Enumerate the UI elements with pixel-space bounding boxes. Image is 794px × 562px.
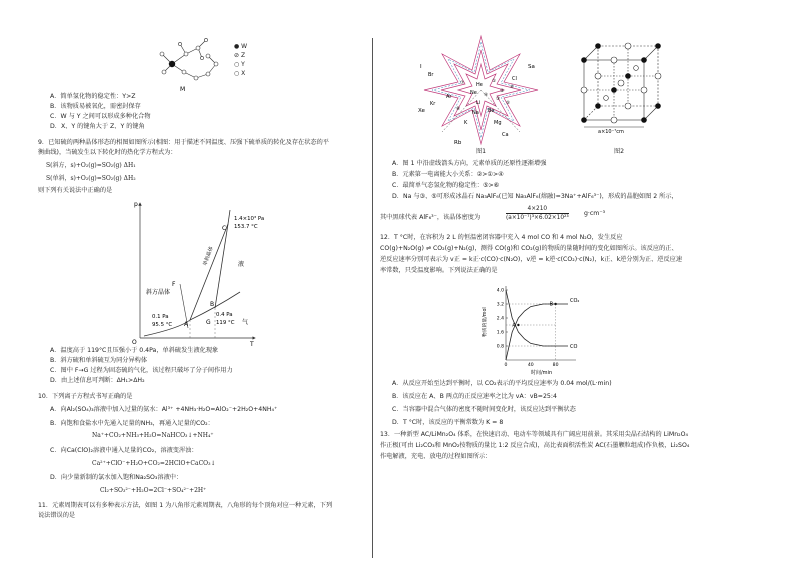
gas-region-label: 气 bbox=[242, 319, 249, 326]
q12-option-b: B．该反应在 A、B 两点的正反应速率之比为 vA：vB=25:4 bbox=[392, 393, 557, 400]
q11-stem-line2: 说法错误的是 bbox=[38, 512, 76, 519]
chart-series-label: CO bbox=[570, 344, 578, 350]
legend-x bbox=[234, 69, 247, 78]
legend-w bbox=[234, 42, 247, 51]
element-i: I bbox=[420, 64, 422, 70]
chart-series-line bbox=[506, 301, 568, 360]
q10-option-a: A．向Al₂(SO₄)₃溶液中加入过量的氨水：Al³⁺ +4NH₃·H₂O=AlO₂⁻+2H₂O+4NH₄⁺ bbox=[50, 406, 278, 413]
q10-option-d-line1: D．向少量新制的氯水加入饱和Na₂SO₃溶液中： bbox=[50, 474, 183, 481]
legend-name: Z bbox=[240, 52, 246, 59]
q9-option-b: B．斜方硫和单斜硫互为同分异构体 bbox=[50, 357, 148, 364]
origin-label: O bbox=[132, 339, 137, 346]
legend-symbol: ⊘ bbox=[234, 52, 240, 59]
element-kr: Kr bbox=[430, 101, 436, 107]
chart-point-label: B bbox=[549, 301, 554, 308]
mono-region-label: 单斜晶体 bbox=[202, 245, 215, 267]
q12-stem-line3: 逆反应速率分别可表示为 v正 = k正·c(CO)·c(N₂O)，v逆 = k逆·c(CO₂)·c(N₂)，k正、k逆分别为正、逆反应速 bbox=[380, 256, 683, 263]
c-temp-label: 153.7 °C bbox=[234, 224, 258, 230]
circled-3: ③ bbox=[496, 97, 501, 102]
chart-point-label: A bbox=[512, 322, 516, 329]
q12-stem-line1: 12．T °C时，在容积为 2 L 的恒温密闭容器中充入 4 mol CO 和 4 mol N₂O，发生反应 bbox=[380, 234, 623, 241]
chart-x-tick-label: 0 bbox=[504, 363, 508, 368]
chart-x-axis-label: 时间/min bbox=[531, 370, 553, 376]
circled-8: ⑧ bbox=[456, 107, 461, 112]
q9-option-c: C．图中 F→G 过程为固态硫的气化，该过程只破坏了分子间作用力 bbox=[50, 367, 233, 374]
q11-option-c: C．最简单气态氢化物的稳定性：⑤>⑥ bbox=[392, 182, 500, 189]
circled-6: ⑥ bbox=[510, 85, 515, 90]
q9-equation-1: S(斜方，s)+O₂(g)=SO₂(g) ΔH₁ bbox=[46, 162, 136, 169]
element-rb: Rb bbox=[454, 140, 462, 146]
figure-m-label: M bbox=[180, 86, 186, 93]
ortho-liquid-boundary bbox=[228, 210, 230, 224]
q12-stem-line4: 率常数，只受温度影响。下列说法正确的是 bbox=[380, 267, 498, 274]
element-ca: Ca bbox=[502, 132, 509, 138]
element-he: He bbox=[476, 82, 483, 88]
p-axis-label: p bbox=[134, 201, 138, 208]
right-column bbox=[376, 0, 794, 562]
q10-option-c-line1: C．向Ca(ClO)₂溶液中通入足量的CO₂，溶液变浑浊： bbox=[50, 447, 198, 454]
q9-question: 则下列有关说法中正确的是 bbox=[38, 187, 113, 194]
legend-name: X bbox=[241, 70, 246, 77]
chart-y-axis-label: 物质的量/mol bbox=[483, 307, 488, 337]
chart-y-tick-label: 0.8 bbox=[496, 344, 504, 350]
point-g-label: G bbox=[206, 319, 211, 326]
element-cl: Cl bbox=[512, 76, 517, 82]
q13-line3: 作电解液，充电、放电的过程如图所示： bbox=[380, 453, 492, 460]
legend-z bbox=[234, 51, 247, 60]
legend-name: W bbox=[241, 43, 248, 50]
point-b-label: B bbox=[210, 301, 215, 308]
legend-symbol: ○ bbox=[234, 61, 240, 68]
cell-dimension-label: a×10⁻⁷cm bbox=[598, 129, 624, 135]
circled-1: ① bbox=[492, 79, 497, 84]
q10-stem: 10．下列离子方程式书写正确的是 bbox=[38, 393, 133, 400]
q9-stem-line2: 衡曲线)，当硫发生以下转化时的热化学方程式为： bbox=[38, 149, 177, 156]
crystal-cell-figure bbox=[576, 34, 666, 134]
density-fraction bbox=[506, 205, 569, 222]
a-pressure-label: 0.1 Pa bbox=[152, 314, 169, 320]
chart-y-tick-label: 3.2 bbox=[496, 302, 504, 308]
figure-m-legend bbox=[234, 42, 247, 78]
legend-y bbox=[234, 60, 247, 69]
element-sa: Sa bbox=[528, 64, 535, 70]
chart-series-line bbox=[506, 290, 568, 346]
figure-1-caption: 图1 bbox=[476, 148, 487, 155]
chart-y-tick-label: 4.0 bbox=[496, 288, 504, 294]
left-column bbox=[0, 0, 372, 562]
octagon-periodic-table-figure bbox=[416, 32, 546, 156]
b-temp-label: 119 °C bbox=[216, 320, 235, 326]
q12-option-a: A．从反应开始至达到平衡时，以 CO₂表示的平均反应速率为 0.04 mol/(L·min) bbox=[392, 380, 612, 387]
element-be: Be bbox=[488, 108, 495, 114]
density-numerator: 4×210 bbox=[506, 205, 569, 214]
liquid-region-label: 液 bbox=[238, 261, 245, 268]
q13-line2: 作正极(可由 Li₂CO₃和 MnO₂按物质的量比 1:2 反应合成)，高比表面积活性炭 AC(石墨颗粒组成)作负极，Li₂SO₄ bbox=[380, 442, 690, 449]
point-a-label: A bbox=[184, 321, 189, 328]
q10-option-b-equation: Na⁺+CO₂+NH₃+H₂O=NaHCO₃↓+NH₄⁺ bbox=[92, 432, 214, 439]
phase-diagram bbox=[110, 196, 265, 348]
q12-option-d: D．T °C时，该反应的平衡常数为 K = 8 bbox=[392, 419, 504, 426]
circled-2: ② bbox=[500, 89, 505, 94]
q9-option-a: A．温度高于 119°C且压强小于 0.4Pa，单斜硫发生液化现象 bbox=[50, 347, 219, 354]
mono-liquid-boundary bbox=[215, 224, 228, 308]
c-pressure-label: 1.4×10³ Pa bbox=[234, 216, 265, 222]
point-c-label: C bbox=[222, 225, 227, 232]
q9-equation-2: S(单斜，s)+O₂(g)=SO₂(g) ΔH₂ bbox=[46, 175, 136, 182]
ortho-mono-boundary bbox=[190, 224, 228, 320]
a-temp-label: 95.5 °C bbox=[152, 322, 173, 328]
q10-option-d-equation: Cl₂+SO₃²⁻+H₂O=2Cl⁻+SO₄²⁻+2H⁺ bbox=[100, 487, 207, 494]
element-ne: Ne bbox=[470, 90, 477, 96]
circled-7: ⑦ bbox=[460, 81, 465, 86]
q8-option-a: A．简单氢化物的稳定性：Y>Z bbox=[50, 93, 136, 100]
circled-5: ⑤ bbox=[506, 101, 511, 106]
q11-option-b: B．元素第一电离能大小关系：②>①>④ bbox=[392, 171, 504, 178]
q11-option-d: D．Na 与③、⑤可形成冰晶石 Na₃AlF₆(已知 Na₃AlF₆(熔融)=3Na⁺+AlF₆³⁻)，形成的晶胞如图 2 所示， bbox=[392, 193, 678, 200]
chart-x-tick-label: 40 bbox=[527, 363, 534, 368]
q13-line1: 13．一种新型 AC/LiMn₂O₄ 体系，在快速启动、电动车等领域具有广阔应用前景。其采用尖晶石结构的 LiMn₂O₄ bbox=[380, 431, 688, 438]
q9-stem-line1: 9．已知硫的两种晶体形态的相图如图所示(相图：用于描述不同温度、压强下硫单质的转化及存在状态的平 bbox=[38, 139, 329, 146]
column-divider bbox=[372, 38, 373, 558]
density-denominator: (a×10⁻⁷)³×6.02×10²³ bbox=[506, 215, 569, 221]
element-k: K bbox=[464, 120, 468, 126]
t-axis-label: T bbox=[250, 341, 254, 348]
element-ar: Ar bbox=[446, 94, 452, 100]
q8-option-b: B．该物质易被氧化，需密封保存 bbox=[50, 103, 141, 110]
element-br: Br bbox=[428, 72, 434, 78]
q11-stem-line1: 11．元素周期表可以有多种表示方法，如图 1 为八角形元素周期表，八角形的每个顶角对应一种元素，下列 bbox=[38, 502, 333, 509]
legend-symbol: ○ bbox=[234, 70, 240, 77]
chart-point bbox=[517, 324, 519, 326]
legend-symbol: ● bbox=[234, 43, 240, 50]
q12-option-c: C．当容器中混合气体的密度不随时间变化时，该反应达到平衡状态 bbox=[392, 406, 576, 413]
legend-name: Y bbox=[241, 61, 245, 68]
chart-y-tick-label: 1.6 bbox=[496, 330, 504, 336]
chart-series-label: CO₂ bbox=[570, 298, 580, 304]
b-pressure-label: 0.4 Pa bbox=[216, 312, 233, 318]
figure-2-caption: 图2 bbox=[614, 148, 625, 155]
element-na: Na bbox=[472, 110, 479, 116]
chart-x-tick-label: 80 bbox=[552, 363, 559, 368]
chart-y-tick-label: 2.4 bbox=[496, 316, 504, 322]
circled-4: ④ bbox=[484, 93, 489, 98]
q10-option-b-line1: B．向饱和食盐水中先通入足量的NH₃，再通入足量的CO₂： bbox=[50, 420, 214, 427]
q8-option-d: D．X、Y 的键角大于 Z、Y 的键角 bbox=[50, 123, 145, 130]
co-co2-amount-chart bbox=[480, 280, 588, 378]
ortho-region-label: 斜方晶体 bbox=[146, 289, 171, 296]
q9-option-d: D．由上述信息可判断：ΔH₁>ΔH₂ bbox=[50, 377, 145, 384]
q12-stem-line2: CO(g)+N₂O(g) ⇌ CO₂(g)+N₂(g)，测得 CO(g)和 CO₂(g)的物质的量随时间的变化如图所示。该反应的正、 bbox=[380, 245, 678, 252]
q11-option-d-tail: 其中黑球代表 AlF₆³⁻，该晶体密度为 bbox=[380, 214, 481, 221]
chart-point bbox=[554, 303, 556, 305]
density-unit: g·cm⁻³ bbox=[584, 210, 606, 217]
q10-option-c-equation: Ca²⁺+ClO⁻+H₂O+CO₂=2HClO+CaCO₃↓ bbox=[92, 460, 216, 467]
q8-option-c: C．W 与 Y 之间可以形成多种化合物 bbox=[50, 113, 151, 120]
element-li: Li bbox=[476, 100, 481, 106]
q11-option-a: A．图 1 中沿虚线箭头方向，元素单质的还原性逐渐增强 bbox=[392, 160, 547, 167]
element-xe: Xe bbox=[418, 108, 425, 114]
element-mg: Mg bbox=[494, 120, 502, 126]
point-f-label: F bbox=[172, 281, 176, 288]
